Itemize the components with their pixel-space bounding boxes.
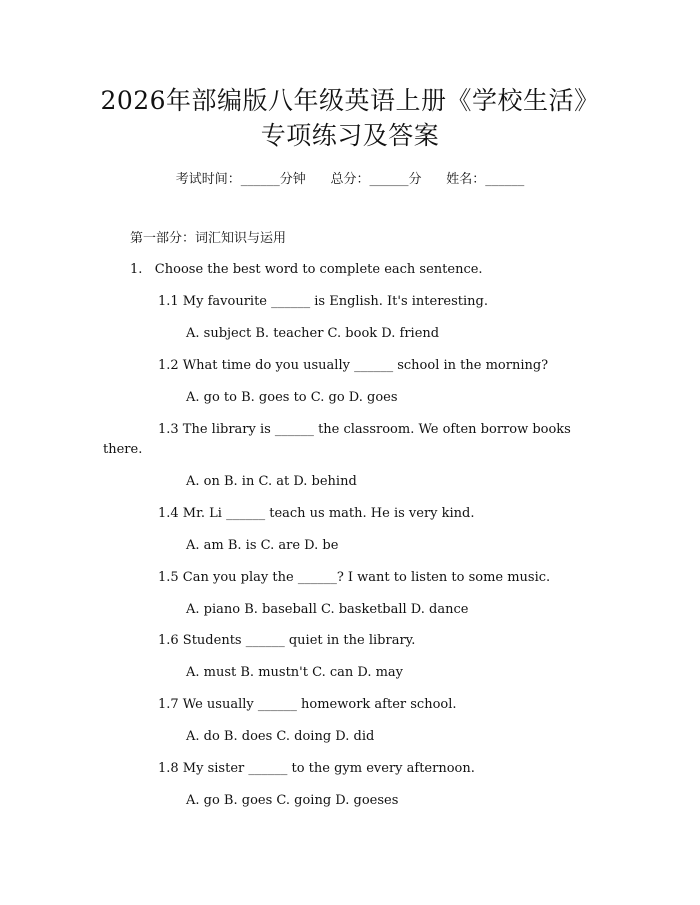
question-options: A. on B. in C. at D. behind [186,474,357,489]
question-item: 1.1 My favourite ______ is English. It's interesting. [158,294,488,309]
section-heading: 第一部分：词汇知识与运用 [130,231,287,246]
question-item: 1.5 Can you play the ______? I want to listen to some music. [158,570,551,585]
question-options: A. go B. goes C. going D. goeses [186,793,399,808]
exam-info: 考试时间：______分钟 总分：______分 姓名：______ [175,172,525,187]
question-options: A. am B. is C. are D. be [186,538,339,553]
question-item-continuation: there. [103,442,143,457]
question-item: 1.8 My sister ______ to the gym every afternoon. [158,761,475,776]
question-item: 1.7 We usually ______ homework after school. [158,697,457,712]
question-heading: 1. Choose the best word to complete each sentence. [130,262,483,277]
page-subtitle: 专项练习及答案 [260,121,440,150]
question-options: A. subject B. teacher C. book D. friend [186,326,440,341]
question-item: 1.4 Mr. Li ______ teach us math. He is very kind. [158,506,475,521]
question-item: 1.6 Students ______ quiet in the library. [158,633,416,648]
question-options: A. go to B. goes to C. go D. goes [186,390,398,405]
question-options: A. piano B. baseball C. basketball D. dance [186,602,469,617]
question-options: A. do B. does C. doing D. did [186,729,375,744]
page-title: 2026年部编版八年级英语上册《学校生活》 [100,86,600,115]
question-options: A. must B. mustn't C. can D. may [186,665,404,680]
question-item: 1.3 The library is ______ the classroom. We often borrow books [158,422,571,437]
question-item: 1.2 What time do you usually ______ school in the morning? [158,358,549,373]
